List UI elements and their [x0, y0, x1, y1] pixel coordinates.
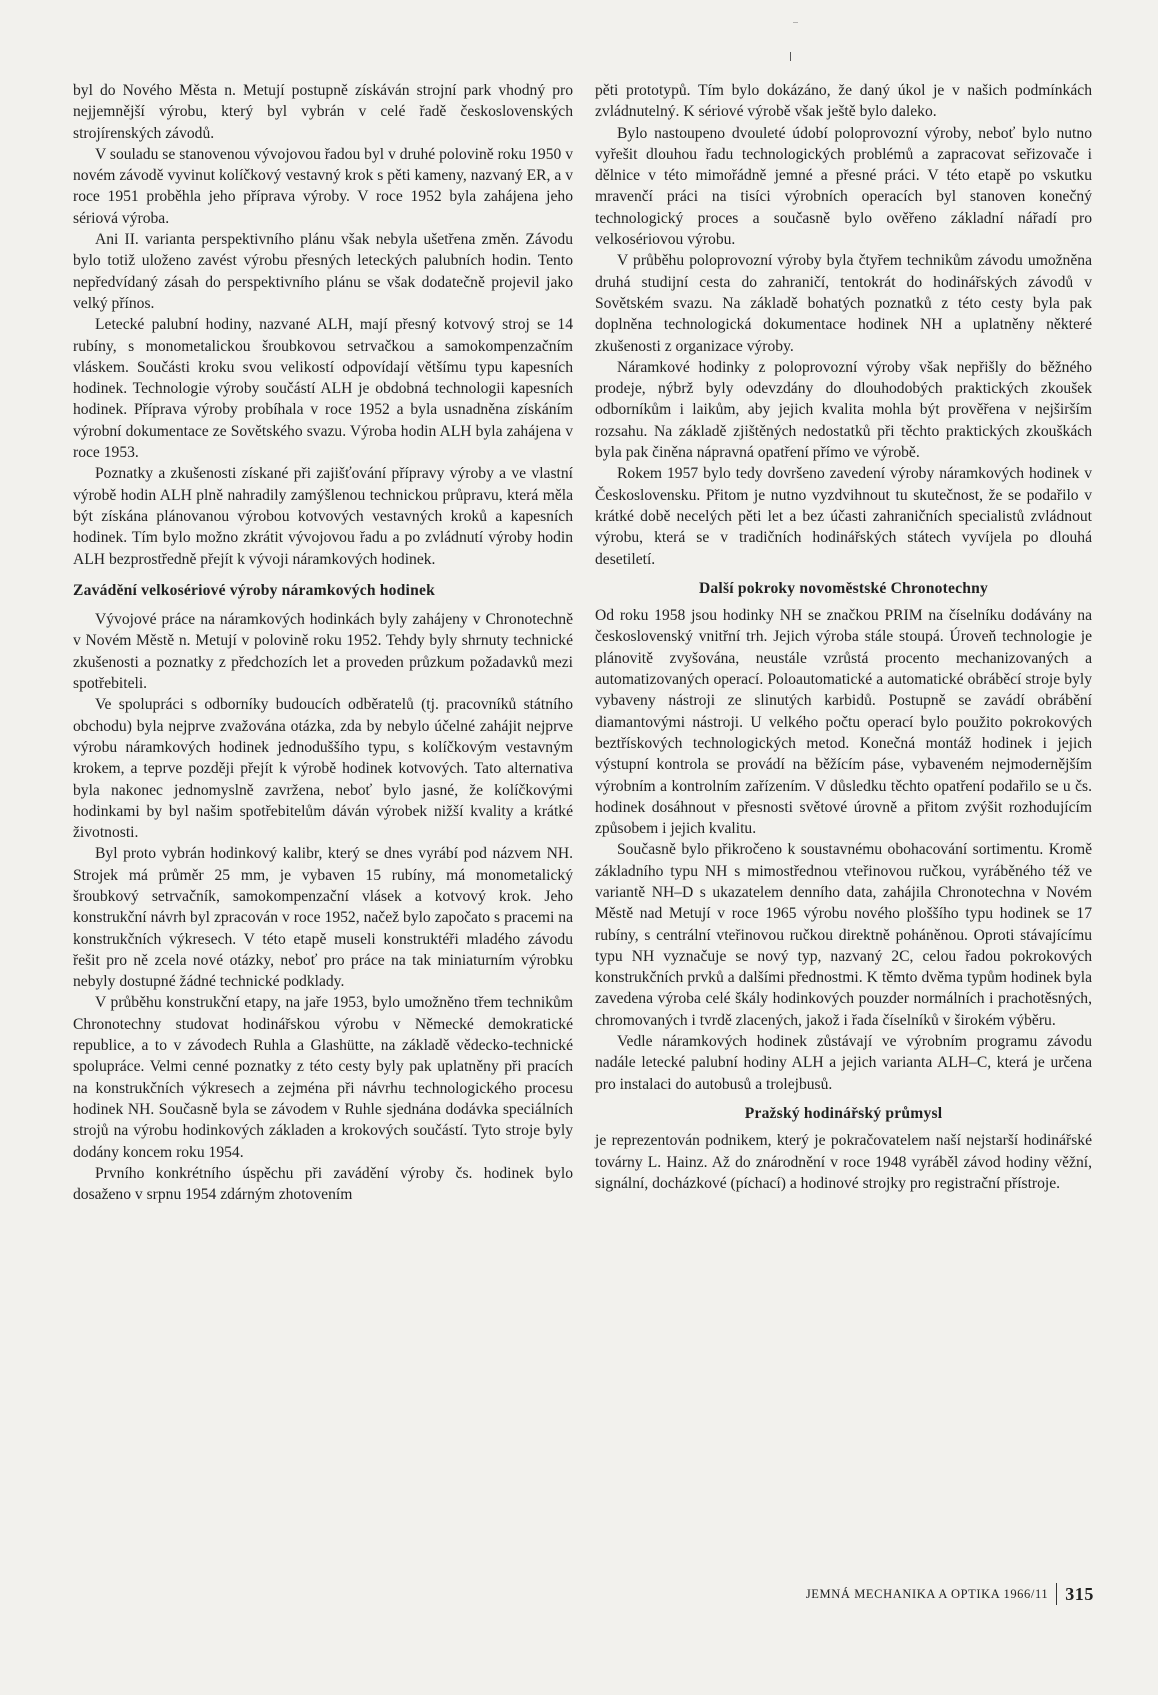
right-column — [595, 80, 1092, 1194]
body-paragraph: Vývojové práce na náramkových hodinkách byly zahájeny v Chronotechně v Novém Městě n. Metují v polovině roku 1952. Tehdy byly shrnuty technické zkušenosti a poznatky z předchozích let a proveden průzkum požadavků mezi spotřebiteli. — [73, 611, 573, 693]
left-column — [73, 80, 573, 1205]
body-paragraph: V souladu se stanovenou vývojovou řadou byl v druhé polovině roku 1950 v novém závodě vyvinut kolíčkový vestavný krok s pěti kameny, nazvaný ER, a v roce 1951 proběhla jeho příprava výroby. V roce 1952 byla zahájena jeho sériová výroba. — [73, 145, 573, 227]
body-paragraph: Ani II. varianta perspektivního plánu však nebyla ušetřena změn. Závodu bylo totiž uloženo zavést výrobu přesných leteckých palubních hodin. Tento nepředvídaný zásah do perspektivního plánu se však dodatečně projevil jako velký přínos. — [73, 231, 573, 312]
body-paragraph: Současně bylo přikročeno k soustavnému obohacování sortimentu. Kromě základního typu NH s mimostřednou vteřinovou ručkou, vyráběného též ve variantě NH–D s ukazatelem denního data, zahájila Chronotechna v Novém Městě nad Metují v roce 1965 výrobu nového ploššího typu hodinek se 17 rubíny, s centrální vteřinovou ručkou direktně poháněnou. Oproti stávajícímu typu NH vyznačuje se nový typ, nazvaný 2C, celou řadou pokrokových konstrukčních prvků a dalšími přednostmi. K těmto dvěma typům hodinek byla zavedena výroba celé škály hodinkových pouzder normálních i prachotěsných, chromovaných i tvrdě zlacených, jakož i řada číselníků v širokém výběru. — [595, 841, 1092, 1029]
body-paragraph: Rokem 1957 bylo tedy dovršeno zavedení výroby náramkových hodinek v Československu. Přitom je nutno vyzdvihnout tu skutečnost, že se podařilo v krátké době necelých pěti let a bez účasti zahraničních specialistů zvládnout výrobu, která se v tradičních hodinářských státech vyvíjela po dlouhá desetiletí. — [595, 465, 1092, 568]
footer-divider — [1056, 1583, 1057, 1605]
body-paragraph: Vedle náramkových hodinek zůstávají ve výrobním programu závodu nadále letecké palubní hodiny ALH a jejich varianta ALH–C, která je určena pro instalaci do autobusů a trolejbusů. — [595, 1033, 1092, 1093]
section-heading: Další pokroky novoměstské Chronotechny — [698, 579, 989, 597]
body-paragraph: Náramkové hodinky z poloprovozní výroby však nepřišly do běžného prodeje, nýbrž byly odevzdány do dlouhodobých praktických zkoušek odborníkům i laikům, aby jejich kvalita mohla být prověřena v nejširším rozsahu. Na základě zjištěných nedostatků při těchto praktických zkouškách byla pak činěna nápravná opatření přímo ve výrobě. — [595, 358, 1092, 462]
print-mark — [793, 22, 798, 23]
body-paragraph: byl do Nového Města n. Metují postupně získáván strojní park vhodný pro nejjemnější výrobu, který byl vybrán v celé řadě československých strojírenských závodů. — [73, 82, 573, 142]
body-paragraph: je reprezentován podnikem, který je pokračovatelem naší nejstarší hodinářské továrny L. Hainz. Až do znárodnění v roce 1948 vyráběl závod hodiny věžní, signální, docházkové (píchací) a hodinové strojky pro registrační přístroje. — [595, 1132, 1092, 1192]
body-paragraph: V průběhu konstrukční etapy, na jaře 1953, bylo umožněno třem technikům Chronotechny studovat hodinářskou výrobu v Německé demokratické republice, a to v závodech Ruhla a Glashütte, na základě vědecko-technické spolupráce. Velmi cenné poznatky z této cesty byly pak uplatněny při pracích na konstrukčních výkresech a zejména při návrhu technologického procesu hodinek NH. Současně byla se závodem v Ruhle sjednána dodávka speciálních strojů na výrobu hodinkových základen a krokových součástí. Tyto stroje byly dodány koncem roku 1954. — [73, 994, 573, 1161]
body-paragraph: Prvního konkrétního úspěchu při zavádění výroby čs. hodinek bylo dosaženo v srpnu 1954 zdárným zhotovením — [73, 1164, 573, 1204]
page-footer — [806, 1583, 1094, 1605]
body-paragraph: Letecké palubní hodiny, nazvané ALH, mají přesný kotvový stroj se 14 rubíny, s monometalickou šroubkovou setrvačkou a samokompenzačním vláskem. Součásti kroku svou velikostí odpovídají většímu typu kapesních hodinek. Technologie výroby součástí ALH je obdobná technologii kapesních hodinek. Příprava výroby probíhala v roce 1952 a byla usnadněna získáním výrobní dokumentace ze Sovětského svazu. Výroba hodin ALH byla zahájena v roce 1953. — [73, 316, 573, 462]
body-paragraph: V průběhu poloprovozní výroby byla čtyřem technikům závodu umožněna druhá studijní cesta do zahraničí, tentokrát do hodinářských závodů v Sovětském svazu. Na základě bohatých poznatků z této cesty byla pak doplněna technologická dokumentace hodinek NH a uplatněny některé zkušenosti z organizace výroby. — [595, 252, 1092, 355]
print-mark — [790, 52, 791, 61]
body-paragraph: pěti prototypů. Tím bylo dokázáno, že daný úkol je v našich podmínkách zvládnutelný. K sériové výrobě však ještě bylo daleko. — [595, 82, 1092, 121]
body-paragraph: Byl proto vybrán hodinkový kalibr, který se dnes vyrábí pod názvem NH. Strojek má průměr 25 mm, je vybaven 15 rubíny, má monometalický šroubkový setrvačník, samokompenzační vlásek a kotvový krok. Jeho konstrukční návrh byl zpracován v roce 1952, načež bylo započato s pracemi na konstrukčních výkresech. V této etapě museli konstruktéři mladého závodu řešit pro ně zcela nové otázky, neboť pro práce na tak miniaturním výrobku nebyly dostupné žádné technické podklady. — [73, 845, 573, 991]
page-number: 315 — [1065, 1583, 1094, 1604]
section-heading: Zavádění velkosériové výroby náramkových hodinek — [73, 581, 435, 599]
body-paragraph: Ve spolupráci s odborníky budoucích odběratelů (tj. pracovníků státního obchodu) byla nejprve zvažována otázka, zda by nebylo účelné zahájit nejprve výrobu náramkových hodinek jednoduššího typu, s kolíčkovým vestavným krokem, a teprve později přejít k výrobě hodinek kotvových. Tato alternativa byla nakonec jednomyslně zavržena, neboť bylo jasné, že kolíčkovými hodinkami by byl našim spotřebitelům dáván výrobek nižší kvality a krátké životnosti. — [73, 696, 573, 842]
body-paragraph: Bylo nastoupeno dvouleté údobí poloprovozní výroby, neboť bylo nutno vyřešit dlouhou řadu technologických problémů a zapracovat seřizovače i dělnice v této mimořádně jemné a přesné práci. V této etapě po vskutku mravenčí práci na tisíci výrobních operacích byl stanoven konečný technologický proces a současně bylo ověřeno základní nářadí pro velkosériovou výrobu. — [595, 124, 1092, 249]
body-paragraph: Poznatky a zkušenosti získané při zajišťování přípravy výroby a ve vlastní výrobě hodin ALH plně nahradily zamýšlenou technickou průpravu, která měla být získána plánovanou výrobou kotvových vestavných kroků a kapesních hodinek. Tím bylo možno zkrátit vývojovou řadu a po zvládnutí výroby hodin ALH bezprostředně přejít k vývoji náramkových hodinek. — [73, 465, 573, 568]
section-heading: Pražský hodinářský průmysl — [744, 1104, 943, 1122]
journal-name: JEMNÁ MECHANIKA A OPTIKA 1966/11 — [805, 1586, 1049, 1601]
body-paragraph: Od roku 1958 jsou hodinky NH se značkou PRIM na číselníku dodávány na československý vnitřní trh. Jejich výroba stále stoupá. Úroveň technologie je plánovitě zvyšována, neustále vzrůstá procento mechanizovaných a automatizovaných operací. Poloautomatické a automatické obráběcí stroje byly vybaveny nástroji ze slinutých karbidů. Postupně se zavádí obrábění diamantovými nástroji. U velkého počtu operací bylo použito pokrokových beztřískových technologických metod. Konečná montáž hodinek i jejich výstupní kontrola se provádí na běžícím páse, vybaveném nejmodernějším výrobním a kontrolním zařízením. V důsledku těchto opatření podařilo se u čs. hodinek dosáhnout v přesnosti světové úrovně a přitom zvýšit rozhodujícím způsobem i jejich kvalitu. — [595, 607, 1092, 838]
